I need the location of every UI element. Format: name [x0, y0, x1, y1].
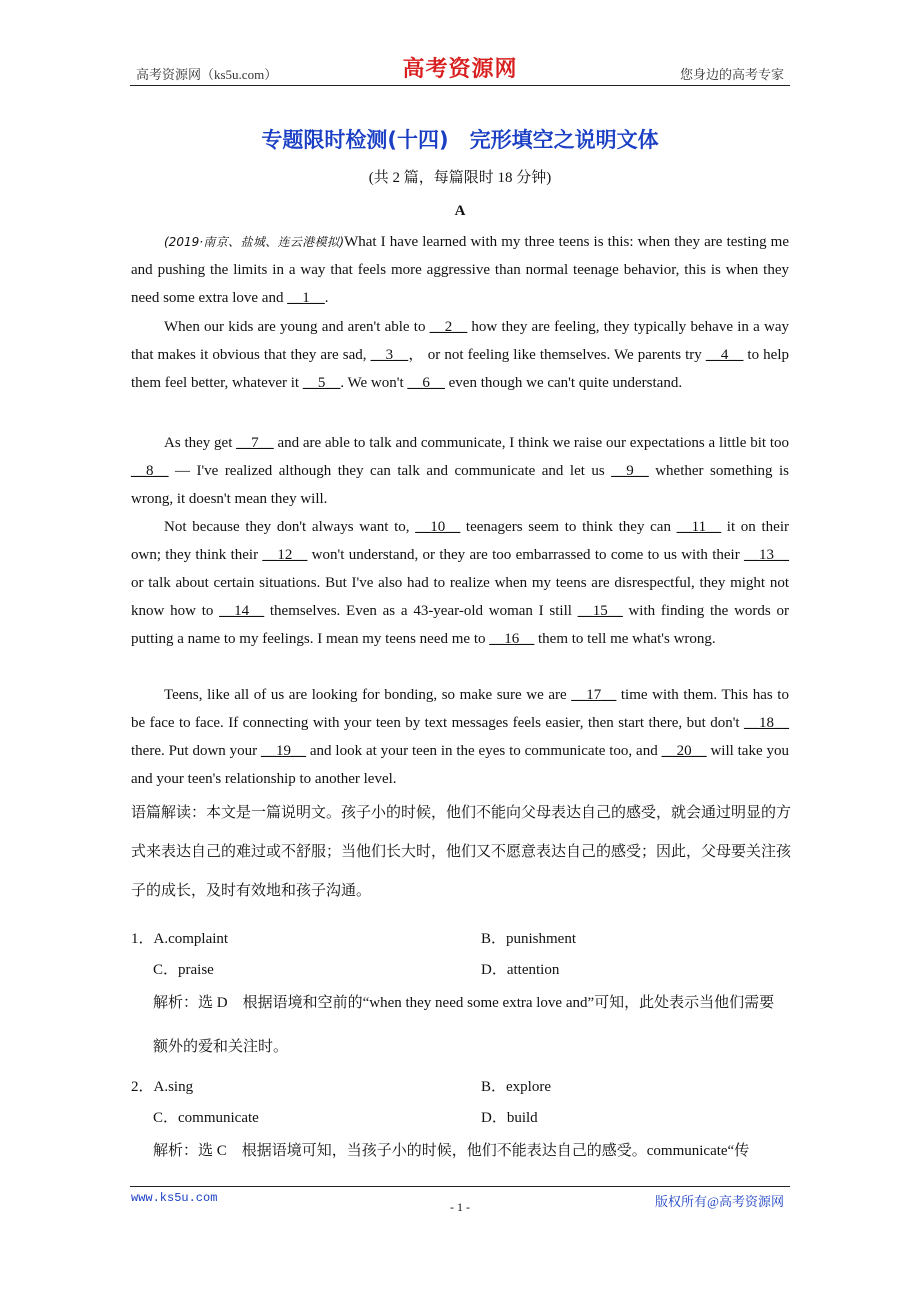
question-2-explanation: 解析：选 C 根据语境可知，当孩子小的时候，他们不能表达自己的感受。communicate“传 — [153, 1143, 750, 1159]
blank-12: __12__ — [262, 547, 308, 563]
blank-1: __1__ — [287, 290, 325, 306]
blank-5: __5__ — [302, 375, 341, 391]
header-logo: 高考资源网 — [402, 56, 518, 82]
passage-paragraph-1: (2019·南京、盐城、连云港模拟)What I have learned with my three teens is this: when they are testing me and pushing the limits in a way that feels more aggressive than normal teenage behavior, this is when they need some extra love and __1__. — [131, 234, 790, 306]
blank-7: __7__ — [236, 435, 274, 451]
blank-2: __2__ — [429, 319, 468, 335]
blank-8: __8__ — [131, 463, 169, 479]
question-2-option-d: D．build — [481, 1110, 538, 1126]
question-2-option-c: C．communicate — [153, 1110, 259, 1126]
blank-17: __17__ — [571, 687, 617, 703]
question-1-option-c: C．praise — [153, 962, 214, 978]
blank-9: __9__ — [611, 463, 649, 479]
passage-paragraph-2: When our kids are young and aren't able to __2__ how they are feeling, they typically behave in a way that makes it obvious that they are sad, __3__， or not feeling like themselves. We parents try __4__ to help them feel better, whatever it __5__. We won't __6__ even though we can't quite understand. — [131, 319, 789, 391]
blank-18: __18__ — [744, 715, 789, 731]
blank-11: __11__ — [676, 519, 722, 535]
blank-13: __13__ — [744, 547, 789, 563]
header-slogan: 您身边的高考专家 — [679, 67, 784, 82]
passage-paragraph-5: Teens, like all of us are looking for bonding, so make sure we are __17__ time with them. This has to be face to face. If connecting with your teen by text messages feels easier, then start there, but don't __18__ there. Put down your __19__ and look at your teen in the eyes to communicate too, and __20__ will take you and your teen's relationship to another level. — [131, 687, 789, 787]
question-1-explanation: 解析：选 D 根据语境和空前的“when they need some extra love and”可知，此处表示当他们需要额外的爱和关注时。 — [153, 995, 775, 1055]
blank-3: __3__ — [370, 347, 409, 363]
passage-source: (2019·南京、盐城、连云港模拟) — [164, 235, 345, 249]
question-1-option-a: A.complaint — [153, 931, 229, 947]
section-label: A — [454, 203, 466, 219]
header-source: 高考资源网（ks5u.com） — [136, 67, 278, 82]
question-1-option-b: B．punishment — [481, 931, 577, 947]
question-1-number: 1．A.complaint — [131, 931, 229, 947]
blank-6: __6__ — [407, 375, 445, 391]
blank-15: __15__ — [577, 603, 623, 619]
page-title: 专题限时检测(十四) 完形填空之说明文体 — [261, 128, 659, 152]
question-2-option-a: A.sing — [153, 1079, 194, 1095]
page-number: - 1 - — [450, 1200, 470, 1214]
passage-paragraph-4: Not because they don't always want to, __10__ teenagers seem to think they can __11__ it on their own; they think their __12__ won't understand, or they are too embarrassed to come to us with their __13__ or talk about certain situations. But I've also had to realize when my teens are disrespectful, they might not know how to __14__ themselves. Even as a 43-year-old woman I still __15__ with finding the words or putting a name to my feelings. I mean my teens need me to __16__ them to tell me what's wrong. — [131, 519, 790, 647]
question-2-option-b: B．explore — [481, 1079, 551, 1095]
passage-paragraph-3: As they get __7__ and are able to talk and communicate, I think we raise our expectations a little bit too __8__ — I've realized although they can talk and communicate and let us __9__ whether something is wrong, it doesn't mean they will. — [131, 435, 790, 507]
blank-19: __19__ — [261, 743, 307, 759]
header-divider — [130, 85, 790, 86]
question-1-option-d: D．attention — [481, 962, 560, 978]
question-2-number: 2．A.sing — [131, 1079, 194, 1095]
footer-divider — [130, 1186, 790, 1187]
footer-link[interactable]: www.ks5u.com — [131, 1191, 218, 1205]
blank-10: __10__ — [415, 519, 461, 535]
passage-analysis: 语篇解读：本文是一篇说明文。孩子小的时候，他们不能向父母表达自己的感受，就会通过明显的方式来表达自己的难过或不舒服；当他们长大时，他们又不愿意表达自己的感受；因此，父母要关注孩子的成长，及时有效地和孩子沟通。 — [131, 803, 792, 899]
blank-20: __20__ — [661, 743, 707, 759]
blank-4: __4__ — [705, 347, 744, 363]
blank-14: __14__ — [219, 603, 265, 619]
page-subtitle: (共 2 篇，每篇限时 18 分钟) — [368, 170, 552, 186]
blank-16: __16__ — [489, 631, 535, 647]
footer-copyright: 版权所有@高考资源网 — [655, 1194, 784, 1209]
